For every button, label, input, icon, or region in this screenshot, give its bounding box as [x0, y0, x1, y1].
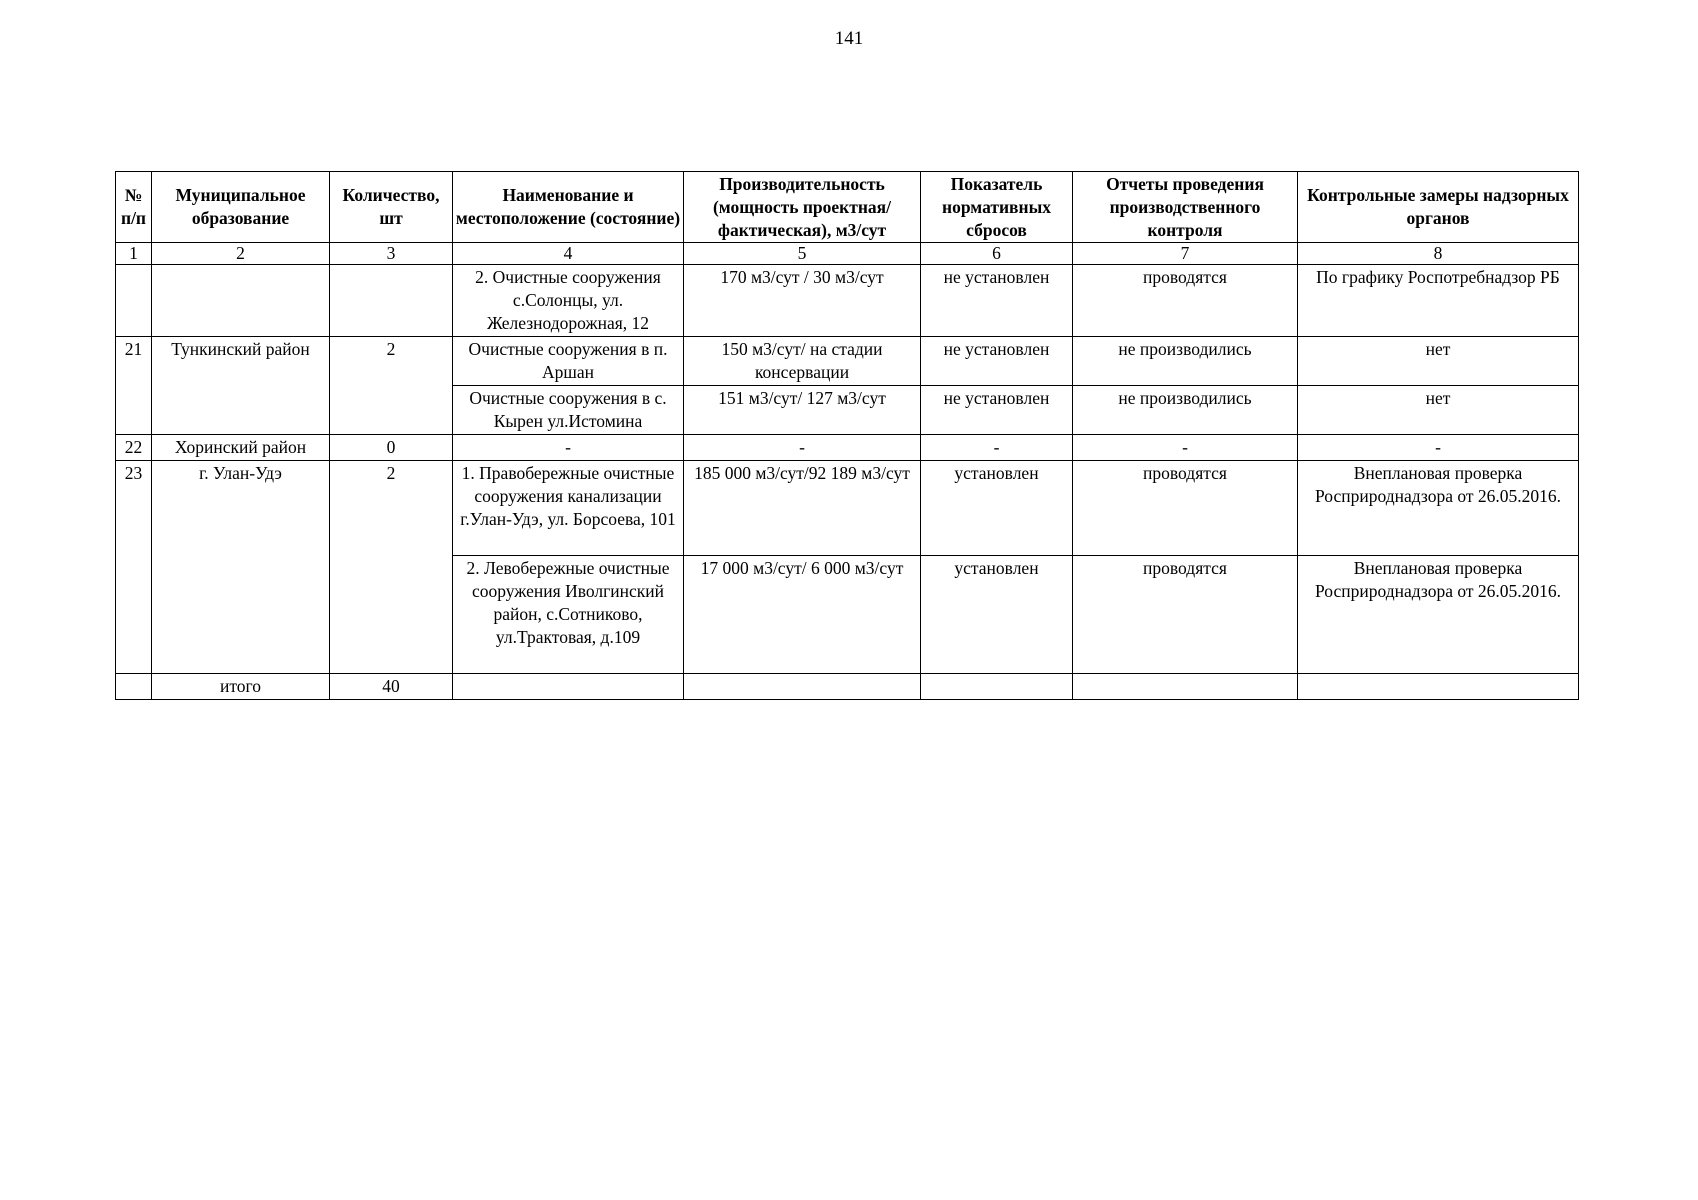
count-cell: 2: [330, 461, 453, 674]
table-row: [116, 337, 1579, 386]
header-discharge: Показатель нормативных сбросов: [921, 172, 1073, 243]
row-number-cell: 23: [116, 461, 152, 674]
total-label: итого: [152, 674, 330, 700]
capacity-cell: -: [684, 435, 921, 461]
column-number: 7: [1073, 243, 1298, 265]
total-empty-cell: [684, 674, 921, 700]
municipality-cell: г. Улан-Удэ: [152, 461, 330, 674]
column-number: 8: [1298, 243, 1579, 265]
discharge-cell: -: [921, 435, 1073, 461]
inspections-cell: По графику Роспотребнадзор РБ: [1298, 265, 1579, 337]
discharge-cell: не установлен: [921, 337, 1073, 386]
table-row: [116, 461, 1579, 556]
reports-cell: не производились: [1073, 386, 1298, 435]
reports-cell: не производились: [1073, 337, 1298, 386]
total-count: 40: [330, 674, 453, 700]
total-empty-cell: [1073, 674, 1298, 700]
facility-cell: 2. Левобережные очистные сооружения Иволгинский район, с.Сотниково, ул.Трактовая, д.109: [453, 556, 684, 674]
facility-cell: 2. Очистные сооружения с.Солонцы, ул. Железнодорожная, 12: [453, 265, 684, 337]
capacity-cell: 151 м3/сут/ 127 м3/сут: [684, 386, 921, 435]
table-row: [116, 265, 1579, 337]
capacity-cell: 185 000 м3/сут/92 189 м3/сут: [684, 461, 921, 556]
count-cell: 2: [330, 337, 453, 435]
page-number: 141: [834, 28, 864, 49]
count-cell: [330, 265, 453, 337]
count-cell: 0: [330, 435, 453, 461]
header-number: № п/п: [116, 172, 152, 243]
header-row: [116, 172, 1579, 243]
column-number-row: [116, 243, 1579, 265]
column-number: 6: [921, 243, 1073, 265]
facility-cell: -: [453, 435, 684, 461]
row-number-cell: [116, 265, 152, 337]
inspections-cell: нет: [1298, 386, 1579, 435]
total-row: [116, 674, 1579, 700]
wastewater-facilities-table: [115, 171, 1579, 700]
facility-cell: Очистные сооружения в п. Аршан: [453, 337, 684, 386]
column-number: 1: [116, 243, 152, 265]
inspections-cell: Внеплановая проверка Росприроднадзора от 26.05.2016.: [1298, 461, 1579, 556]
table-row: [116, 435, 1579, 461]
row-number-cell: 22: [116, 435, 152, 461]
discharge-cell: установлен: [921, 461, 1073, 556]
column-number: 5: [684, 243, 921, 265]
header-inspections: Контрольные замеры надзорных органов: [1298, 172, 1579, 243]
capacity-cell: 170 м3/сут / 30 м3/сут: [684, 265, 921, 337]
total-empty-cell: [1298, 674, 1579, 700]
total-empty-cell: [921, 674, 1073, 700]
row-number-cell: 21: [116, 337, 152, 435]
municipality-cell: Тункинский район: [152, 337, 330, 435]
header-facility: Наименование и местоположение (состояние): [453, 172, 684, 243]
reports-cell: проводятся: [1073, 265, 1298, 337]
column-number: 3: [330, 243, 453, 265]
municipality-cell: Хоринский район: [152, 435, 330, 461]
header-municipality: Муниципальное образование: [152, 172, 330, 243]
facility-cell: 1. Правобережные очистные сооружения канализации г.Улан-Удэ, ул. Борсоева, 101: [453, 461, 684, 556]
header-count: Количество, шт: [330, 172, 453, 243]
inspections-cell: -: [1298, 435, 1579, 461]
reports-cell: проводятся: [1073, 461, 1298, 556]
total-empty-cell: [453, 674, 684, 700]
inspections-cell: Внеплановая проверка Росприроднадзора от 26.05.2016.: [1298, 556, 1579, 674]
total-empty-cell: [116, 674, 152, 700]
reports-cell: -: [1073, 435, 1298, 461]
facility-cell: Очистные сооружения в с. Кырен ул.Истомина: [453, 386, 684, 435]
discharge-cell: установлен: [921, 556, 1073, 674]
discharge-cell: не установлен: [921, 386, 1073, 435]
header-capacity: Производительность (мощность проектная/ фактическая), м3/сут: [684, 172, 921, 243]
column-number: 4: [453, 243, 684, 265]
header-reports: Отчеты проведения производственного контроля: [1073, 172, 1298, 243]
capacity-cell: 150 м3/сут/ на стадии консервации: [684, 337, 921, 386]
discharge-cell: не установлен: [921, 265, 1073, 337]
column-number: 2: [152, 243, 330, 265]
inspections-cell: нет: [1298, 337, 1579, 386]
municipality-cell: [152, 265, 330, 337]
capacity-cell: 17 000 м3/сут/ 6 000 м3/сут: [684, 556, 921, 674]
reports-cell: проводятся: [1073, 556, 1298, 674]
